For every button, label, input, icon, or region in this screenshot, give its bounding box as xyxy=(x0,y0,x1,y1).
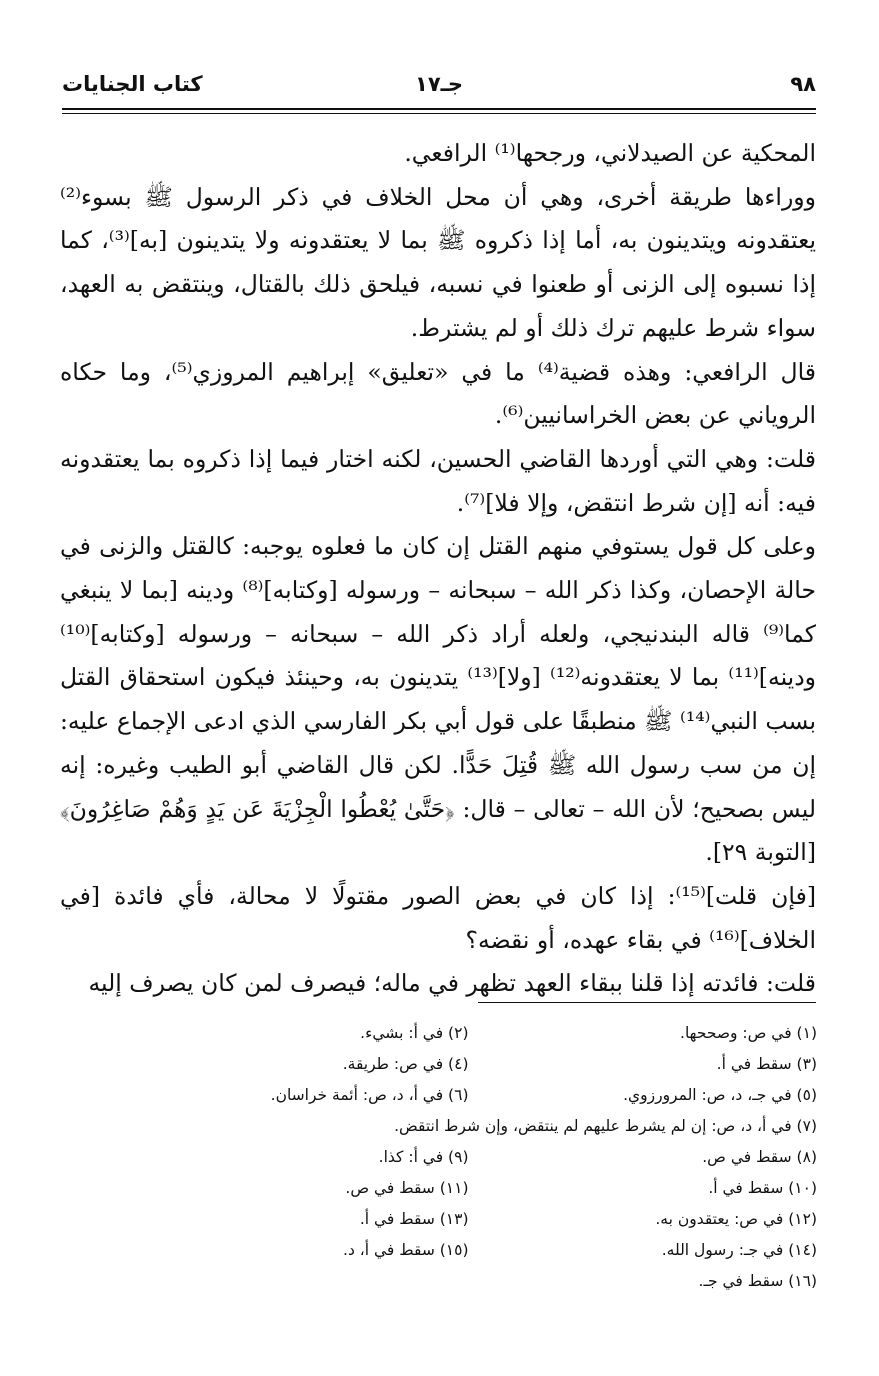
header-rule-thick xyxy=(62,108,816,110)
footnote: (١٣) سقط في أ. xyxy=(359,1210,469,1228)
paragraph: المحكية عن الصيدلاني، ورجحها⁽¹⁾ الرافعي. xyxy=(404,139,816,167)
footnote-row xyxy=(120,1204,817,1235)
footnote: (٧) في أ، د، ص: إن لم يشرط عليهم لم ينتقض، وإن شرط انتقض. xyxy=(394,1117,817,1135)
footnote: (١١) سقط في ص. xyxy=(345,1179,469,1197)
footnote-row xyxy=(120,1111,817,1142)
paragraph: [فإن قلت]⁽¹⁵⁾: إذا كان في بعض الصور مقتولًا لا محالة، فأي فائدة [في الخلاف]⁽¹⁶⁾ في بقاء عهده، أو نقضه؟ xyxy=(60,881,816,954)
footnote: (١٥) سقط في أ، د. xyxy=(343,1241,469,1259)
main-text xyxy=(60,132,816,1006)
footnote-row xyxy=(120,1049,817,1080)
footnote: (١٦) سقط في جـ. xyxy=(698,1272,817,1290)
header-rule-thin xyxy=(62,113,816,114)
footnote-row xyxy=(120,1142,817,1173)
footnote-row xyxy=(120,1266,817,1297)
paragraph: وعلى كل قول يستوفي منهم القتل إن كان ما فعلوه يوجبه: كالقتل والزنى في حالة الإحصان، وكذا ذكر الله – سبحانه – ورسوله [وكتابه]⁽⁸⁾ ودينه [بما لا ينبغي كما⁽⁹⁾ قاله البندنيجي، ولعله أراد ذكر الله – سبحانه – ورسوله [وكتابه]⁽¹⁰⁾ ودينه]⁽¹¹⁾ بما لا يعتقدونه⁽¹²⁾ [ولا]⁽¹³⁾ يتدينون به، وحينئذ فيكون استحقاق القتل بسب النبي⁽¹⁴⁾ ﷺ منطبقًا على قول أبي بكر الفارسي الذي ادعى الإجماع عليه: إن من سب رسول الله ﷺ قُتِلَ حَدًّا. لكن قال القاضي أبو الطيب وغيره: إنه ليس بصحيح؛ لأن الله – تعالى – قال: ﴿حَتَّىٰ يُعْطُوا الْجِزْيَةَ عَن يَدٍ وَهُمْ صَاغِرُونَ﴾ [التوبة ٢٩]. xyxy=(60,532,817,867)
paragraph: قلت: وهي التي أوردها القاضي الحسين، لكنه اختار فيما إذا ذكروه بما يعتقدونه فيه: أنه [إن شرط انتقض، وإلا فلا]⁽⁷⁾. xyxy=(60,444,816,517)
footnote: (١٤) في جـ: رسول الله. xyxy=(661,1241,817,1259)
page-header xyxy=(62,68,816,104)
footnote: (١٢) في ص: يعتقدون به. xyxy=(655,1210,817,1228)
footnote: (٦) في أ، د، ص: أئمة خراسان. xyxy=(270,1086,469,1104)
footnote-separator xyxy=(478,1002,816,1003)
footnote: (٨) سقط في ص. xyxy=(702,1148,817,1166)
footnotes xyxy=(120,1018,817,1297)
footnote: (٤) في ص: طريقة. xyxy=(342,1055,469,1073)
paragraph: ووراءها طريقة أخرى، وهي أن محل الخلاف في ذكر الرسول ﷺ بسوء⁽²⁾ يعتقدونه ويتدينون به، أما إذا ذكروه ﷺ بما لا يعتقدونه ولا يتدينون [به]⁽³⁾، كما إذا نسبوه إلى الزنى أو طعنوا في نسبه، فيلحق ذلك بالقتال، وينتقض به العهد، سواء شرط عليهم ترك ذلك أو لم يشترط. xyxy=(60,182,816,342)
footnote: (٢) في أ: بشيء. xyxy=(360,1024,469,1042)
book-title: كتاب الجنايات xyxy=(62,72,203,96)
page-number: ٩٨ xyxy=(790,72,816,96)
footnote: (٣) سقط في أ. xyxy=(716,1055,817,1073)
paragraph: قال الرافعي: وهذه قضية⁽⁴⁾ ما في «تعليق» إبراهيم المروزي⁽⁵⁾، وما حكاه الروياني عن بعض الخراسانيين⁽⁶⁾. xyxy=(60,357,816,430)
volume-label: جـ١٧ xyxy=(415,72,463,96)
footnote: (٩) في أ: كذا. xyxy=(378,1148,469,1166)
paragraph: قلت: فائدته إذا قلنا ببقاء العهد تظهر في ماله؛ فيصرف لمن كان يصرف إليه xyxy=(88,969,816,998)
footnote: (١) في ص: وصححها. xyxy=(680,1024,817,1042)
footnote-row xyxy=(120,1173,817,1204)
footnote: (١٠) سقط في أ. xyxy=(708,1179,817,1197)
footnote-row xyxy=(120,1080,817,1111)
footnote-row xyxy=(120,1018,817,1049)
footnote-row xyxy=(120,1235,817,1266)
footnote: (٥) في جـ، د، ص: المرورزوي. xyxy=(623,1086,817,1104)
